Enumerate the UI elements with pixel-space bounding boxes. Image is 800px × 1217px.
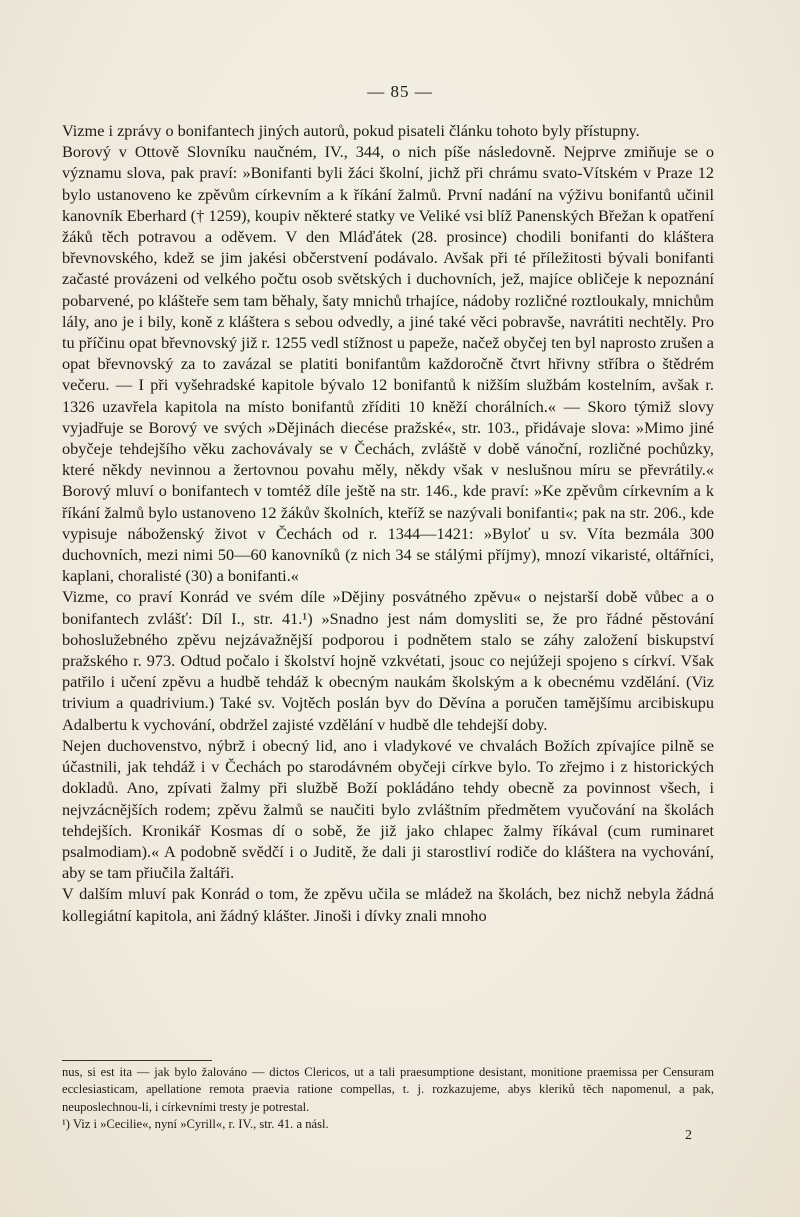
footnote-divider [62, 1060, 212, 1061]
paragraph: V dalším mluví pak Konrád o tom, že zpěvu učila se mládež na školách, bez nichž nebyla žádná kollegiátní kapitola, ani žádný klášter. Jinoši i dívky znali mnoho [62, 884, 714, 925]
body-text [62, 120, 714, 926]
paragraph: Vizme, co praví Konrád ve svém díle »Dějiny posvátného zpěvu« o nejstarší době vůbec a o bonifantech zvlášť: Díl I., str. 41.¹) »Snadno jest nám domysliti se, že pro řádné pěstování bohoslužebného zpěvu nejzávažnější podporou i podnětem stalo se záhy založení biskupství pražského r. 973. Odtud počalo i školství hojně vzkvétati, jsouc co nejúžeji spojeno s církví. Však patřilo i učení zpěvu a hudbě tehdáž k obecným naukám školským a k obecnému vzdělání. (Viz trivium a quadrivium.) Také sv. Vojtěch poslán byv do Děvína a poručen tamějšímu arcibiskupu Adalbertu k vychování, obdržel zajisté vzdělání v hudbě dle tehdejší doby. [62, 587, 714, 734]
signature-mark: 2 [685, 1128, 692, 1143]
page-number: — 85 — [367, 82, 433, 101]
footnotes [62, 1064, 714, 1134]
paragraph: Vizme i zprávy o bonifantech jiných autorů, pokud pisateli článku tohoto byly přístupny. [62, 121, 640, 140]
footnote: nus, si est ita — jak bylo žalováno — dictos Clericos, ut a tali praesumptione desistant, monitione praemissa per Censuram ecclesiasticam, apellatione remota praevia ratione compellas, t. j. rozkazujeme, abys kleriků těch napomenul, a pak, neuposlechnou-li, i církevními tresty je potrestal. [62, 1065, 714, 1114]
paragraph: Nejen duchovenstvo, nýbrž i obecný lid, ano i vladykové ve chvalách Božích zpívajíce pilně se účastnili, jak tehdáž i v Čechách po starodávném obyčeji církve bylo. To zřejmo i z historických dokladů. Ano, zpívati žalmy při službě Boží pokládáno tehdy obecně za povinnost všech, i nejvzácnějších rodem; zpěvu žalmů se naučiti bylo zvláštním předmětem vyučování na školách tehdejších. Kronikář Kosmas dí o sobě, že již jako chlapec žalmy říkával (cum ruminaret psalmodiam).« A podobně svědčí i o Juditě, že dali ji starostliví rodiče do kláštera na vychování, aby se tam přiučila žaltáři. [62, 735, 714, 883]
paragraph: Borový v Ottově Slovníku naučném, IV., 344, o nich píše následovně. Nejprve zmiňuje se o významu slova, pak praví: »Bonifanti byli žáci školní, jichž při chrámu svato-Vítském v Praze 12 bylo ustanoveno ke zpěvům církevním a k říkání žalmů. První nadání na výživu bonifantů učinil kanovník Eberhard († 1259), koupiv některé statky ve Veliké vsi blíž Panenských Břežan k opatření žáků těch potravou a oděvem. V den Mláďátek (28. prosince) chodili bonifanti do kláštera břevnovského, kdež se jim jakési občerstvení podávalo. Avšak při té příležitosti bývali bonifanti začasté provázeni od velkého počtu osob světských i duchovních, jež, majíce obličeje k nepoznání pobarvené, po klášteře sem tam běhaly, šaty mnichů trhajíce, nádoby rozličné roztloukaly, mnichům lály, ano je i bily, koně z kláštera s sebou odvedly, a jiné také věci pobravše, navrátiti nechtěly. Pro tu příčinu opat břevnovský již r. 1255 vedl stížnost u papeže, načež obyčej ten byl naprosto zrušen a opat břevnovský za to zavázal se platiti bonifantům každoročně čtvrt hřivny stříbra o štědrém večeru. — I při vyšehradské kapitole bývalo 12 bonifantů k nižším službám kostelním, avšak r. 1326 uzavřela kapitola na místo bonifantů zříditi 10 kněží chorálních.« — Skoro týmiž slovy vyjadřuje se Borový ve svých »Dějinách diecése pražské«, str. 103., přidávaje slova: »Mimo jiné obyčeje tehdejšího věku zachovávaly se v Čechách, zvláště v době vánoční, rozličné pochůzky, které někdy nevinnou a žertovnou povahu měly, někdy však v neslušnou míru se převrátily.« Borový mluví o bonifantech v tomtéž díle ještě na str. 146., kde praví: »Ke zpěvům církevním a k říkání žalmů bylo ustanoveno 12 žákův školních, kteříž se nazývali bonifanti«; pak na str. 206., kde vypisuje náboženský život v Čechách od r. 1344—1421: »Byloť u sv. Víta bezmála 300 duchovních, mezi nimi 50—60 kanovníků (z nich 34 se stálými příjmy), mnozí vikaristé, oltářníci, kaplani, choralisté (30) a bonifanti.« [62, 142, 714, 586]
footnote: ¹) Viz i »Cecilie«, nyní »Cyrill«, r. IV., str. 41. a násl. [62, 1117, 329, 1132]
